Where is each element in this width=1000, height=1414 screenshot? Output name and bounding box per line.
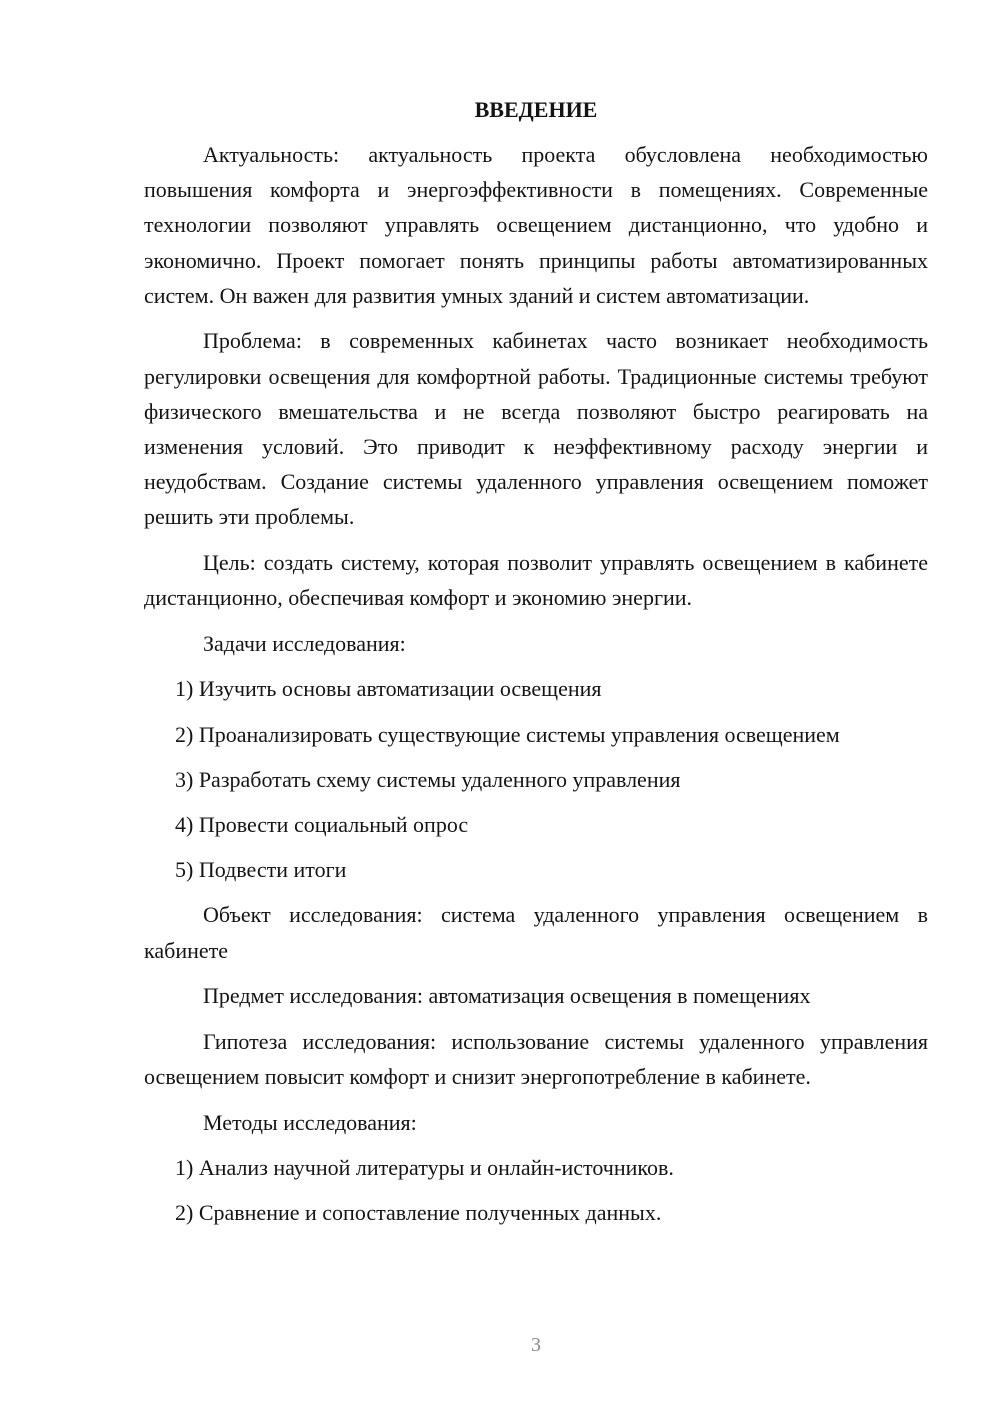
method-item: 2) Сравнение и сопоставление полученных данных.	[175, 1200, 662, 1226]
task-item: 3) Разработать схему системы удаленного управления	[175, 766, 681, 792]
page-title: ВВЕДЕНИЕ	[474, 97, 598, 122]
subject-paragraph: Предмет исследования: автоматизация освещения в помещениях	[203, 983, 811, 1009]
task-item: 2) Проанализировать существующие системы управления освещением	[175, 721, 840, 747]
problem-paragraph: Проблема: в современных кабинетах часто возникает необходимость регулировки освещения для комфортной работы. Традиционные системы требуют физического вмешательства и не всегда позволяют быстро реагировать на изменения условий. Это приводит к неэффективному расходу энергии и неудобствам. Создание системы удаленного управления освещением поможет решить эти проблемы.	[144, 328, 928, 530]
task-item: 1) Изучить основы автоматизации освещения	[175, 676, 602, 702]
hypothesis-paragraph: Гипотеза исследования: использование системы удаленного управления освещением повысит комфорт и снизит энергопотребление в кабинете.	[144, 1028, 928, 1090]
page-number: 3	[531, 1334, 541, 1356]
methods-heading: Методы исследования:	[203, 1109, 417, 1135]
goal-paragraph: Цель: создать систему, которая позволит управлять освещением в кабинете дистанционно, обеспечивая комфорт и экономию энергии.	[144, 550, 928, 611]
tasks-heading: Задачи исследования:	[203, 630, 406, 656]
page-content	[144, 92, 928, 1241]
method-item: 1) Анализ научной литературы и онлайн-источников.	[175, 1155, 674, 1181]
object-paragraph: Объект исследования: система удаленного управления освещением в кабинете	[144, 902, 928, 963]
task-item: 5) Подвести итоги	[175, 857, 347, 883]
relevance-paragraph: Актуальность: актуальность проекта обусловлена необходимостью повышения комфорта и энергоэффективности в помещениях. Современные технологии позволяют управлять освещением дистанционно, что удобно и экономично. Проект помогает понять принципы работы автоматизированных систем. Он важен для развития умных зданий и систем автоматизации.	[144, 142, 928, 308]
task-item: 4) Провести социальный опрос	[175, 812, 469, 838]
